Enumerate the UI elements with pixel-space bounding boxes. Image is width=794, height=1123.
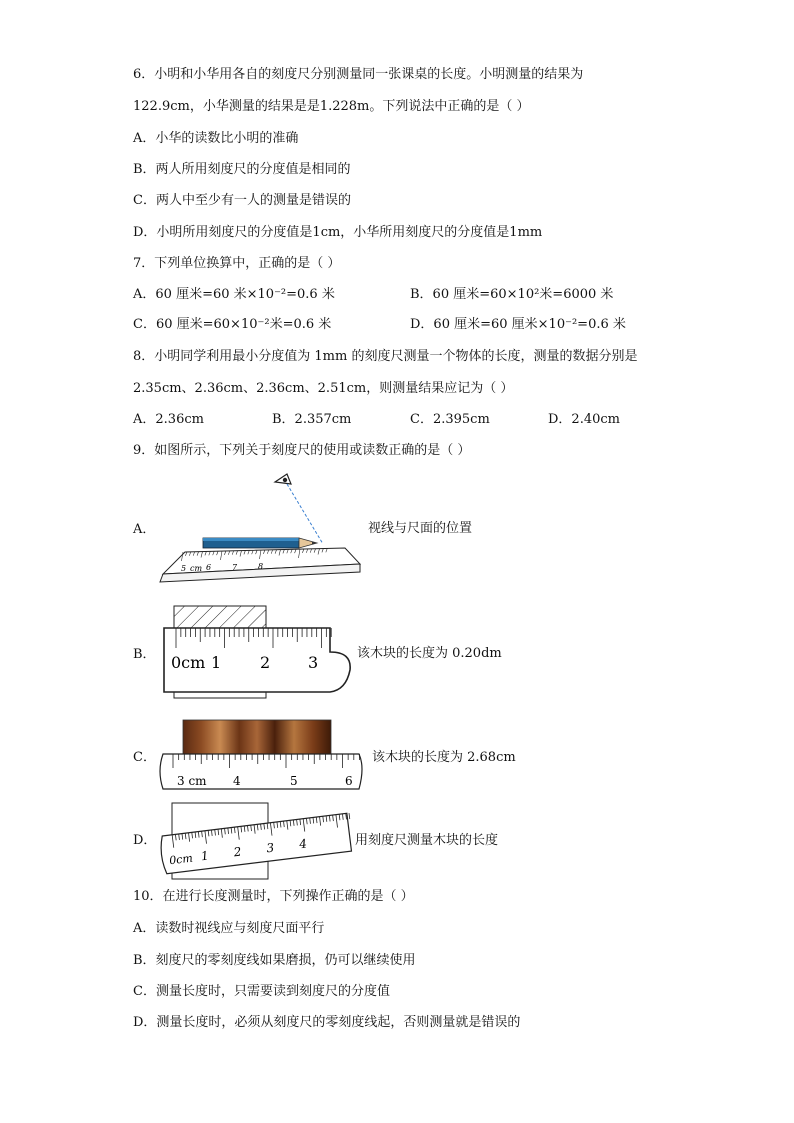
ruler-b-label-0cm: 0cm (171, 653, 206, 672)
ruler-a-label-5: 5 (181, 564, 187, 573)
q10-option-d: D．测量长度时，必须从刻度尺的零刻度线起，否则测量就是错误的 (133, 1015, 521, 1030)
ruler-block-c-figure (155, 715, 370, 795)
wood-block-top (174, 606, 266, 628)
ruler-d-label-3: 3 (265, 840, 275, 856)
q8-stem-line2: 2.35cm、2.36cm、2.36cm、2.51cm，则测量结果应记为（ ） (133, 381, 514, 396)
q6-option-b: B．两人所用刻度尺的分度值是相同的 (133, 162, 351, 177)
q7-option-d: D．60 厘米=60 厘米×10⁻²=0.6 米 (410, 317, 626, 332)
ruler-c-label-4: 4 (233, 774, 241, 788)
ruler-block-b-figure (160, 602, 355, 702)
q9-option-d-label: D． (133, 833, 157, 848)
wood-block-c (183, 720, 331, 754)
q6-option-d: D．小明所用刻度尺的分度值是1cm，小华所用刻度尺的分度值是1mm (133, 225, 543, 240)
q10-option-c: C．测量长度时，只需要读到刻度尺的分度值 (133, 984, 390, 999)
q9-option-c-caption: 该木块的长度为 2.68cm (372, 750, 516, 765)
ruler-block-d-figure (158, 800, 353, 882)
q8-option-b: B．2.357cm (272, 412, 352, 427)
ruler-a-label-cm: cm (190, 564, 203, 573)
q6-option-a: A．小华的读数比小明的准确 (133, 131, 299, 146)
ruler-a-label-7: 7 (232, 563, 238, 572)
q9-option-c-label: C． (133, 750, 156, 765)
q6-option-c: C．两人中至少有一人的测量是错误的 (133, 193, 351, 208)
q7-stem: 7．下列单位换算中，正确的是（ ） (133, 256, 341, 271)
ruler-eye-figure (155, 470, 370, 588)
q7-option-a: A．60 厘米=60 米×10⁻²=0.6 米 (133, 287, 335, 302)
q10-option-b: B．刻度尺的零刻度线如果磨损，仍可以继续使用 (133, 953, 416, 968)
sight-line (287, 484, 323, 544)
ruler-d-label-0cm: 0cm (168, 851, 194, 868)
ruler-b-label-1: 1 (211, 653, 222, 672)
q10-stem: 10．在进行长度测量时，下列操作正确的是（ ） (133, 889, 414, 904)
q9-option-b-caption: 该木块的长度为 0.20dm (357, 646, 502, 661)
q6-stem-line2: 122.9cm，小华测量的结果是是1.228m。下列说法中正确的是（ ） (133, 99, 530, 114)
q9-option-a-label: A． (133, 522, 156, 537)
q8-option-c: C．2.395cm (410, 412, 490, 427)
q7-option-c: C．60 厘米=60×10⁻²米=0.6 米 (133, 317, 332, 332)
ruler-a-label-8: 8 (258, 562, 264, 571)
q7-option-b: B．60 厘米=60×10²米=6000 米 (410, 287, 614, 302)
ruler-d-label-4: 4 (298, 836, 308, 852)
q6-stem-line1: 6．小明和小华用各自的刻度尺分别测量同一张课桌的长度。小明测量的结果为 (133, 67, 584, 82)
q8-option-d: D．2.40cm (548, 412, 620, 427)
ruler-a-label-6: 6 (206, 563, 212, 572)
ruler-c-label-6: 6 (345, 774, 353, 788)
ruler-c-label-3cm: 3 cm (177, 774, 207, 788)
q10-option-a: A．读数时视线应与刻度尺面平行 (133, 921, 325, 936)
ruler-c-label-5: 5 (290, 774, 298, 788)
ruler-b-label-3: 3 (308, 653, 319, 672)
ruler-tick (349, 813, 350, 819)
ruler-d-label-1: 1 (200, 848, 210, 864)
q9-stem: 9．如图所示，下列关于刻度尺的使用或读数正确的是（ ） (133, 443, 471, 458)
q8-stem-line1: 8．小明同学利用最小分度值为 1mm 的刻度尺测量一个物体的长度，测量的数据分别是 (133, 349, 638, 364)
eye-icon (275, 474, 291, 484)
q8-option-a: A．2.36cm (133, 412, 204, 427)
ruler-d-label-2: 2 (232, 844, 243, 860)
q9-option-b-label: B． (133, 647, 156, 662)
q9-option-d-caption: 用刻度尺测量木块的长度 (355, 833, 499, 848)
ruler-b-label-2: 2 (260, 653, 271, 672)
q9-option-a-caption: 视线与尺面的位置 (368, 521, 473, 536)
